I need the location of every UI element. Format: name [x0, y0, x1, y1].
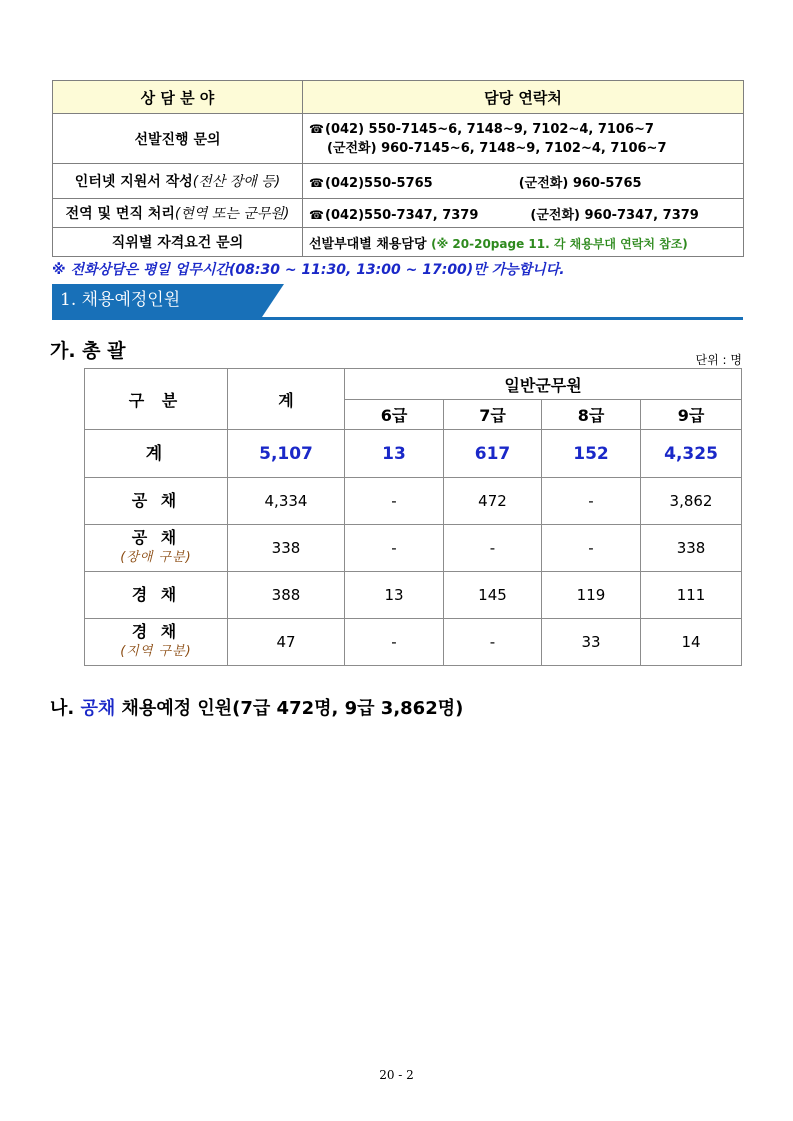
- subsection-title-na: [50, 694, 463, 720]
- cell-total: 338: [228, 525, 345, 572]
- cell-grade6: -: [345, 619, 444, 666]
- contact-phone-cell: [303, 164, 744, 199]
- cell-grade7: 145: [444, 572, 542, 619]
- row-label-note: (지역 구분): [120, 644, 192, 659]
- row-label-text: 공 채: [131, 528, 181, 547]
- contact-row: [53, 164, 744, 199]
- unit-label: 단위 : 명: [695, 353, 742, 367]
- cell-grade7: -: [444, 525, 542, 572]
- subsection-rest: 채용예정 인원(7급 472명, 9급 3,862명): [115, 698, 464, 719]
- cell-grade7: -: [444, 619, 542, 666]
- contact-category-label: 전역 및 면직 처리: [65, 206, 175, 222]
- banner-corner: [262, 284, 284, 317]
- header-grade: 8급: [542, 400, 641, 430]
- subsection-prefix: 나.: [50, 698, 81, 719]
- cell-grade6: 13: [345, 572, 444, 619]
- contact-category-note: (전산 장애 등): [192, 174, 281, 190]
- cell-grade8: 119: [542, 572, 641, 619]
- phone-hours-notice: ※ 전화상담은 평일 업무시간(08:30 ~ 11:30, 13:00 ~ 17:00)만 가능합니다.: [52, 262, 565, 278]
- cell-grade6: 13: [345, 430, 444, 478]
- cell-grade6: -: [345, 478, 444, 525]
- cell-total: 4,334: [228, 478, 345, 525]
- header-grade: 7급: [444, 400, 542, 430]
- row-label: [85, 525, 228, 572]
- contact-phone-cell: [303, 228, 744, 257]
- cell-grade8: -: [542, 478, 641, 525]
- phone-line-2: (군전화) 960-7145~6, 7148~9, 7102~4, 7106~7: [327, 140, 667, 156]
- header-group: 일반군무원: [345, 369, 742, 400]
- telephone-icon: ☎: [309, 175, 324, 190]
- cell-grade8: 33: [542, 619, 641, 666]
- cell-grade6: -: [345, 525, 444, 572]
- contact-category: 직위별 자격요건 문의: [53, 228, 303, 257]
- contact-category: [53, 199, 303, 228]
- summary-header-row: [85, 369, 742, 400]
- table-row: [85, 478, 742, 525]
- contact-header-row: [53, 81, 744, 114]
- table-row: [85, 572, 742, 619]
- table-row: [85, 525, 742, 572]
- row-label-note: (장애 구분): [120, 550, 192, 565]
- contact-header-category: 상 담 분 야: [53, 81, 303, 114]
- contact-table: [52, 80, 744, 257]
- contact-header-contact: 담당 연락처: [303, 81, 744, 114]
- subsection-highlight: 공채: [80, 698, 116, 719]
- table-row: [85, 619, 742, 666]
- contact-phone-cell: [303, 114, 744, 164]
- summary-table: [84, 368, 742, 666]
- telephone-icon: ☎: [309, 121, 324, 136]
- row-label: [85, 619, 228, 666]
- phone-number: (042)550-5765: [325, 175, 433, 191]
- military-phone: (군전화) 960-7347, 7379: [530, 207, 699, 223]
- contact-row: [53, 228, 744, 257]
- table-row: [85, 430, 742, 478]
- contact-category: 선발진행 문의: [53, 114, 303, 164]
- cell-grade7: 472: [444, 478, 542, 525]
- header-total: 계: [228, 369, 345, 430]
- phone-line-1: (042) 550-7145~6, 7148~9, 7102~4, 7106~7: [325, 121, 654, 137]
- row-label: 공 채: [85, 478, 228, 525]
- section-title: 1. 채용예정인원: [52, 284, 262, 317]
- banner-underline: [52, 317, 743, 320]
- row-label: 경 채: [85, 572, 228, 619]
- contact-row: [53, 199, 744, 228]
- cell-grade7: 617: [444, 430, 542, 478]
- section-banner: [52, 284, 743, 320]
- telephone-icon: ☎: [309, 207, 324, 222]
- contact-category-label: 인터넷 지원서 작성: [74, 174, 193, 190]
- military-phone: (군전화) 960-5765: [518, 175, 642, 191]
- subsection-title-ga: 가. 총 괄: [50, 340, 126, 362]
- row-label: 계: [85, 430, 228, 478]
- cell-grade9: 111: [641, 572, 742, 619]
- cell-grade8: 152: [542, 430, 641, 478]
- cell-grade9: 4,325: [641, 430, 742, 478]
- cell-grade9: 3,862: [641, 478, 742, 525]
- cell-total: 388: [228, 572, 345, 619]
- cell-grade8: -: [542, 525, 641, 572]
- header-grade: 9급: [641, 400, 742, 430]
- row-label-text: 경 채: [131, 622, 181, 641]
- contact-text: 선발부대별 채용담당: [309, 236, 427, 252]
- header-grade: 6급: [345, 400, 444, 430]
- cell-total: 47: [228, 619, 345, 666]
- phone-number: (042)550-7347, 7379: [325, 207, 479, 223]
- contact-phone-cell: [303, 199, 744, 228]
- cell-total: 5,107: [228, 430, 345, 478]
- contact-note: (※ 20-20page 11. 각 채용부대 연락처 참조): [431, 236, 688, 251]
- page-number: 20 - 2: [379, 1068, 414, 1082]
- cell-grade9: 338: [641, 525, 742, 572]
- contact-row: [53, 114, 744, 164]
- contact-category: [53, 164, 303, 199]
- header-division: 구 분: [85, 369, 228, 430]
- cell-grade9: 14: [641, 619, 742, 666]
- contact-category-note: (현역 또는 군무원): [174, 206, 290, 222]
